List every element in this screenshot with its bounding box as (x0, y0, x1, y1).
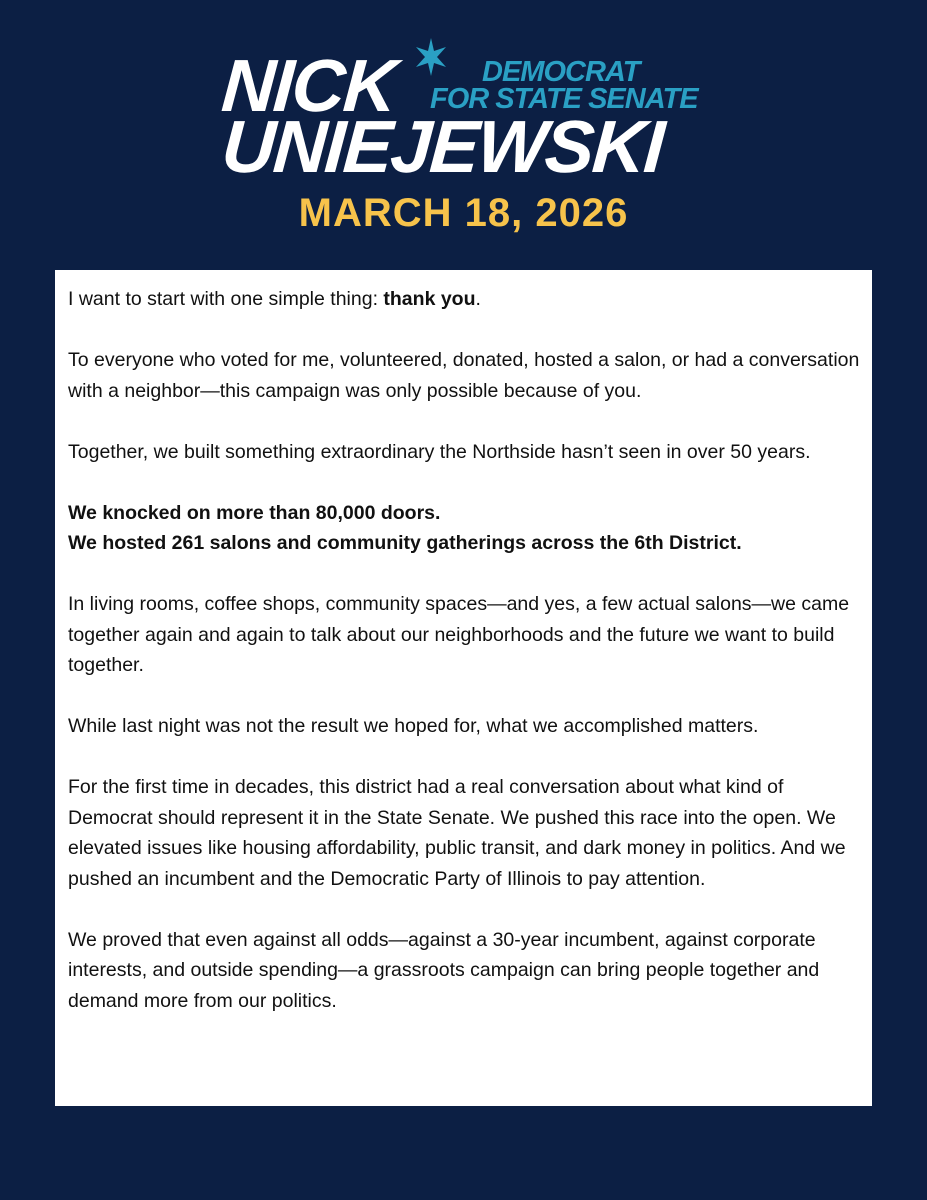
paragraph-first-time: For the first time in decades, this district had a real conversation about what kind of Democrat should represent it in the State Senate. We pushed this race into the open. We elevated issues like housing affordability, public transit, and dark money in politics. And we pushed an incumbent and the Democratic Party of Illinois to pay attention. (68, 776, 846, 890)
paragraph-living-rooms: In living rooms, coffee shops, community spaces—and yes, a few actual salons—we came together again and again to talk about our neighborhoods and the future we want to build together. (68, 593, 850, 676)
logo-first-name: NICK (219, 44, 398, 127)
paragraph-together: Together, we built something extraordinary the Northside hasn’t seen in over 50 years. (68, 440, 811, 463)
paragraph-stats (68, 498, 860, 559)
paragraph-thanks (68, 284, 860, 315)
statement-letter (55, 270, 872, 1106)
thanks-text: I want to start with one simple thing: (68, 288, 384, 310)
stat-doors: We knocked on more than 80,000 doors. (68, 501, 441, 524)
statement-date: MARCH 18, 2026 (298, 191, 629, 235)
campaign-header (0, 0, 927, 270)
thanks-end: . (475, 288, 481, 310)
stat-salons: We hosted 261 salons and community gatherings across the 6th District. (68, 532, 742, 554)
logo-tagline-line1: DEMOCRAT (482, 56, 640, 88)
thanks-bold: thank you (383, 288, 476, 310)
logo-tagline-line2: FOR STATE SENATE (430, 83, 698, 115)
star-icon (414, 38, 448, 76)
paragraph-supporters: To everyone who voted for me, volunteered, donated, hosted a salon, or had a conversation with a neighbor—this campaign was only possible because of you. (68, 349, 860, 402)
paragraph-proved: We proved that even against all odds—against a 30-year incumbent, against corporate interests, and outside spending—a grassroots campaign can bring people together and demand more from our politics. (68, 928, 820, 1012)
logo-last-name: UNIEJEWSKI (219, 105, 666, 188)
paragraph-result: While last night was not the result we hoped for, what we accomplished matters. (68, 715, 759, 737)
